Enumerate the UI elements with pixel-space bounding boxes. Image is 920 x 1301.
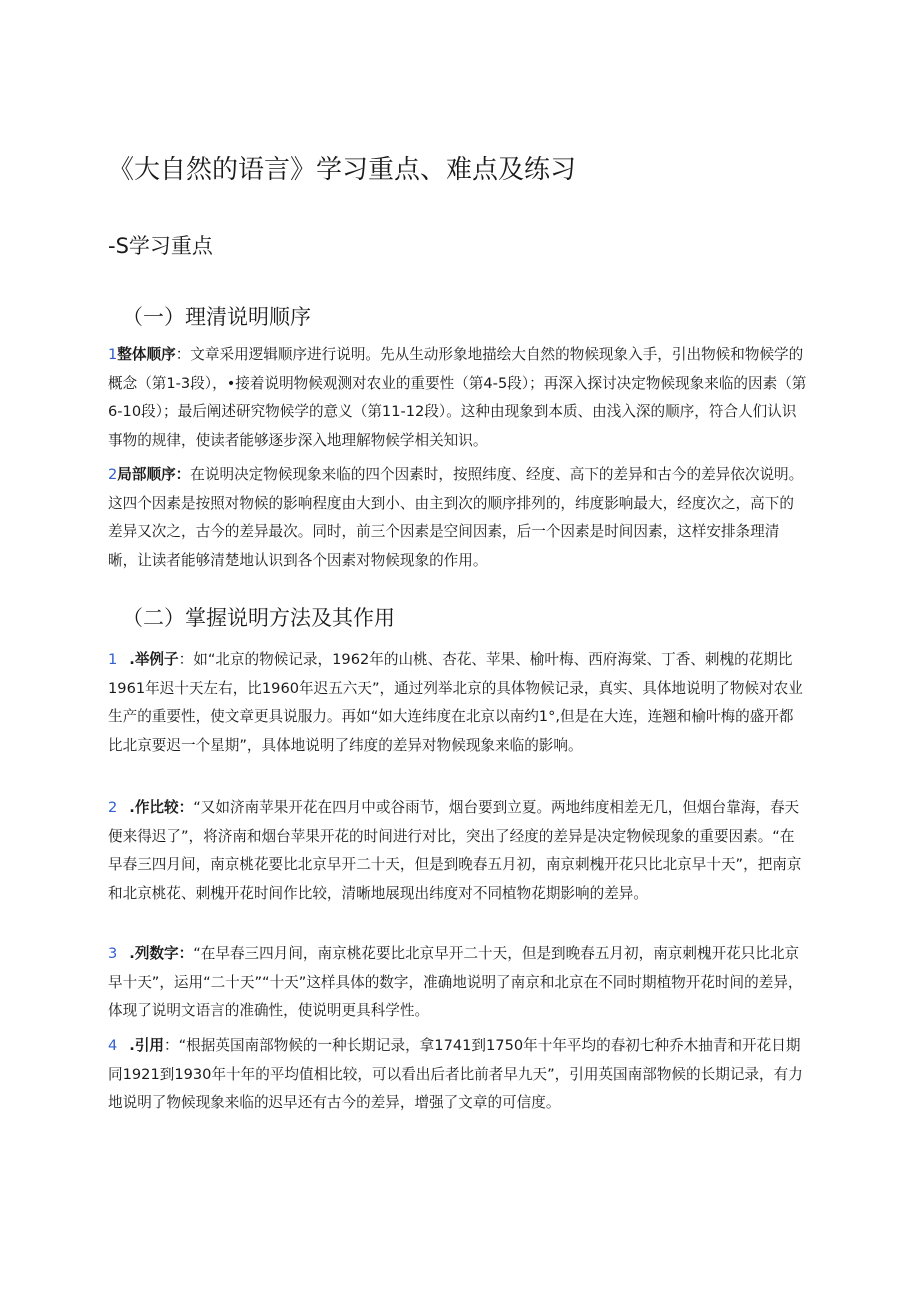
list-item [108,341,808,455]
document-title: 《大自然的语言》学习重点、难点及练习 [108,155,577,185]
item-number: 4 [108,1037,118,1054]
list-item [108,461,808,575]
item-number: 3 [108,945,118,962]
item-number: 2 [108,799,118,816]
item-text: ：文章采用逻辑顺序进行说明。先从生动形象地描绘大自然的物候现象入手，引出物候和物候学的概念（第1-3段），•接着说明物候观测对农业的重要性（第4-5段）；再深入探讨决定物候现象来临的因素（第6-10段）；最后阐述研究物候学的意义（第11-12段）。这种由现象到本质、由浅入深的顺序，符合人们认识事物的规律，使读者能够逐步深入地理解物候学相关知识。 [108,346,807,449]
list-item [108,940,808,1026]
list-item [108,1032,808,1118]
item-text: ：“根据英国南部物候的一种长期记录，拿1741到1750年十年平均的春初七种乔木抽青和开花日期同1921到1930年十年的平均值相比较，可以看出后者比前者早九天”，引用英国南部物候的长期记录，有力地说明了物候现象来临的迟早还有古今的差异，增强了文章的可信度。 [108,1037,803,1111]
item-text: “又如济南苹果开花在四月中或谷雨节，烟台要到立夏。两地纬度相差无几，但烟台靠海，春天便来得迟了”，将济南和烟台苹果开花的时间进行对比，突出了经度的差异是决定物候现象的重要因素。“在早春三四月间，南京桃花要比北京早开二十天，但是到晚春五月初，南京刺槐开花只比北京早十天”，把南京和北京桃花、刺槐开花时间作比较，清晰地展现出纬度对不同植物花期影响的差异。 [108,799,802,902]
item-number: 2 [108,466,118,483]
item-lead: .列数字： [129,945,194,962]
item-number: 1 [108,346,118,363]
item-text: ：如“北京的物候记录，1962年的山桃、杏花、苹果、榆叶梅、西府海棠、丁香、刺槐的花期比1961年迟十天左右，比1960年迟五六天”，通过列举北京的具体物候记录，真实、具体地说明了物候对农业生产的重要性，使文章更具说服力。再如“如大连纬度在北京以南约1°,但是在大连，连翘和榆叶梅的盛开都比北京要迟一个星期”，具体地说明了纬度的差异对物候现象来临的影响。 [108,651,803,754]
subsection-heading-1: （一）理清说明顺序 [122,305,311,329]
item-text: “在早春三四月间，南京桃花要比北京早开二十天，但是到晚春五月初，南京刺槐开花只比北京早十天”，运用“二十天”“十天”这样具体的数字，准确地说明了南京和北京在不同时期植物开花时间的差异，体现了说明文语言的准确性，使说明更具科学性。 [108,945,803,1019]
section-heading: -S学习重点 [108,234,213,258]
list-item [108,646,808,760]
list-item [108,794,808,908]
item-lead: .作比较： [129,799,194,816]
item-lead: .引用 [129,1037,165,1054]
item-number: 1 [108,651,118,668]
item-text: 在说明决定物候现象来临的四个因素时，按照纬度、经度、高下的差异和古今的差异依次说明。这四个因素是按照对物候的影响程度由大到小、由主到次的顺序排列的，纬度影响最大，经度次之，高下的差异又次之，古今的差异最次。同时，前三个因素是空间因素，后一个因素是时间因素，这样安排条理清晰，让读者能够清楚地认识到各个因素对物候现象的作用。 [108,466,804,569]
item-lead: 局部顺序： [117,466,191,483]
subsection-heading-2: （二）掌握说明方法及其作用 [122,606,395,630]
item-lead: .举例子 [129,651,179,668]
item-lead: 整体顺序 [117,346,176,363]
